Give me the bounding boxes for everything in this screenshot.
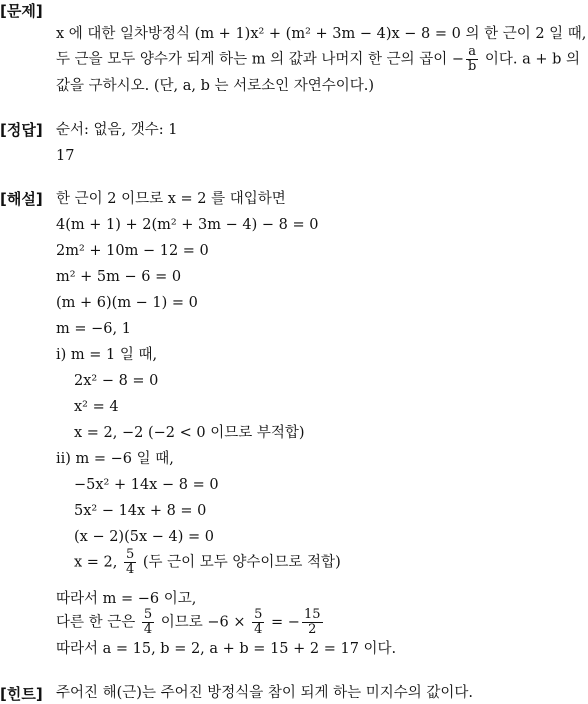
solution-line-2: 4(m + 1) + 2(m² + 3m − 4) − 8 = 0 [56, 217, 319, 233]
solution-line-12: −5x² + 14x − 8 = 0 [74, 477, 219, 493]
answer-line-1: 순서: 없음, 갯수: 1 [56, 122, 178, 138]
fraction-5-over-4 [124, 548, 136, 577]
solution-line-15-pre: x = 2, [74, 554, 122, 571]
problem-line-2 [56, 45, 580, 74]
solution-line-7: i) m = 1 일 때, [56, 347, 158, 363]
fraction-15-over-2 [302, 608, 323, 637]
solution-line-11: ii) m = −6 일 때, [56, 451, 174, 467]
frac-num: 5 [143, 607, 153, 622]
problem-line-2-pre: 두 근을 모두 양수가 되게 하는 m 의 값과 나머지 한 근의 곱이 − [56, 51, 464, 68]
frac-den: 4 [143, 622, 153, 637]
solution-line-1: 한 근이 2 이므로 x = 2 를 대입하면 [56, 191, 286, 207]
solution-line-16: 따라서 m = −6 이고, [56, 591, 197, 607]
answer-line-2: 17 [56, 148, 75, 164]
solution-line-13: 5x² − 14x + 8 = 0 [74, 503, 207, 519]
solution-line-9: x² = 4 [74, 399, 119, 415]
hint-label: [힌트] [0, 685, 43, 703]
solution-line-17-eq: = − [266, 614, 300, 631]
problem-line-1: x 에 대한 일차방정식 (m + 1)x² + (m² + 3m − 4)x − 8 = 0 의 한 근이 2 일 때, [56, 26, 587, 42]
solution-line-17 [56, 608, 325, 637]
solution-line-18: 따라서 a = 15, b = 2, a + b = 15 + 2 = 17 이다. [56, 641, 397, 657]
solution-line-17-mid: 이므로 −6 × [156, 614, 251, 631]
solution-line-8: 2x² − 8 = 0 [74, 373, 159, 389]
solution-line-3: 2m² + 10m − 12 = 0 [56, 243, 209, 259]
solution-line-15 [74, 548, 341, 577]
fraction-5-over-4-a [142, 608, 154, 637]
solution-line-10: x = 2, −2 (−2 < 0 이므로 부적합) [74, 425, 305, 441]
problem-frac-num: a [466, 45, 478, 60]
frac-den: 2 [308, 622, 317, 637]
solution-line-15-post: (두 근이 모두 양수이므로 적합) [138, 554, 341, 571]
frac-den: 4 [126, 562, 135, 577]
solution-line-17-pre: 다른 한 근은 [56, 614, 140, 631]
solution-line-5: (m + 6)(m − 1) = 0 [56, 295, 198, 311]
frac-num: 5 [254, 607, 263, 622]
answer-label: [정답] [0, 121, 43, 139]
solution-line-14: (x − 2)(5x − 4) = 0 [74, 529, 214, 545]
frac-num: 15 [303, 607, 321, 622]
frac-den: 4 [254, 622, 263, 637]
solution-line-4: m² + 5m − 6 = 0 [56, 269, 182, 285]
problem-fraction-a-over-b [466, 45, 478, 74]
frac-num: 5 [126, 547, 135, 562]
fraction-5-over-4-b [252, 608, 264, 637]
problem-frac-den: b [467, 59, 477, 74]
solution-label: [해설] [0, 190, 43, 208]
hint-line-1: 주어진 해(근)는 주어진 방정식을 참이 되게 하는 미지수의 값이다. [56, 685, 473, 701]
problem-label: [문제] [0, 2, 43, 20]
solution-line-6: m = −6, 1 [56, 321, 131, 337]
problem-line-3: 값을 구하시오. (단, a, b 는 서로소인 자연수이다.) [56, 78, 375, 94]
problem-line-2-post: 이다. a + b 의 [480, 51, 581, 68]
